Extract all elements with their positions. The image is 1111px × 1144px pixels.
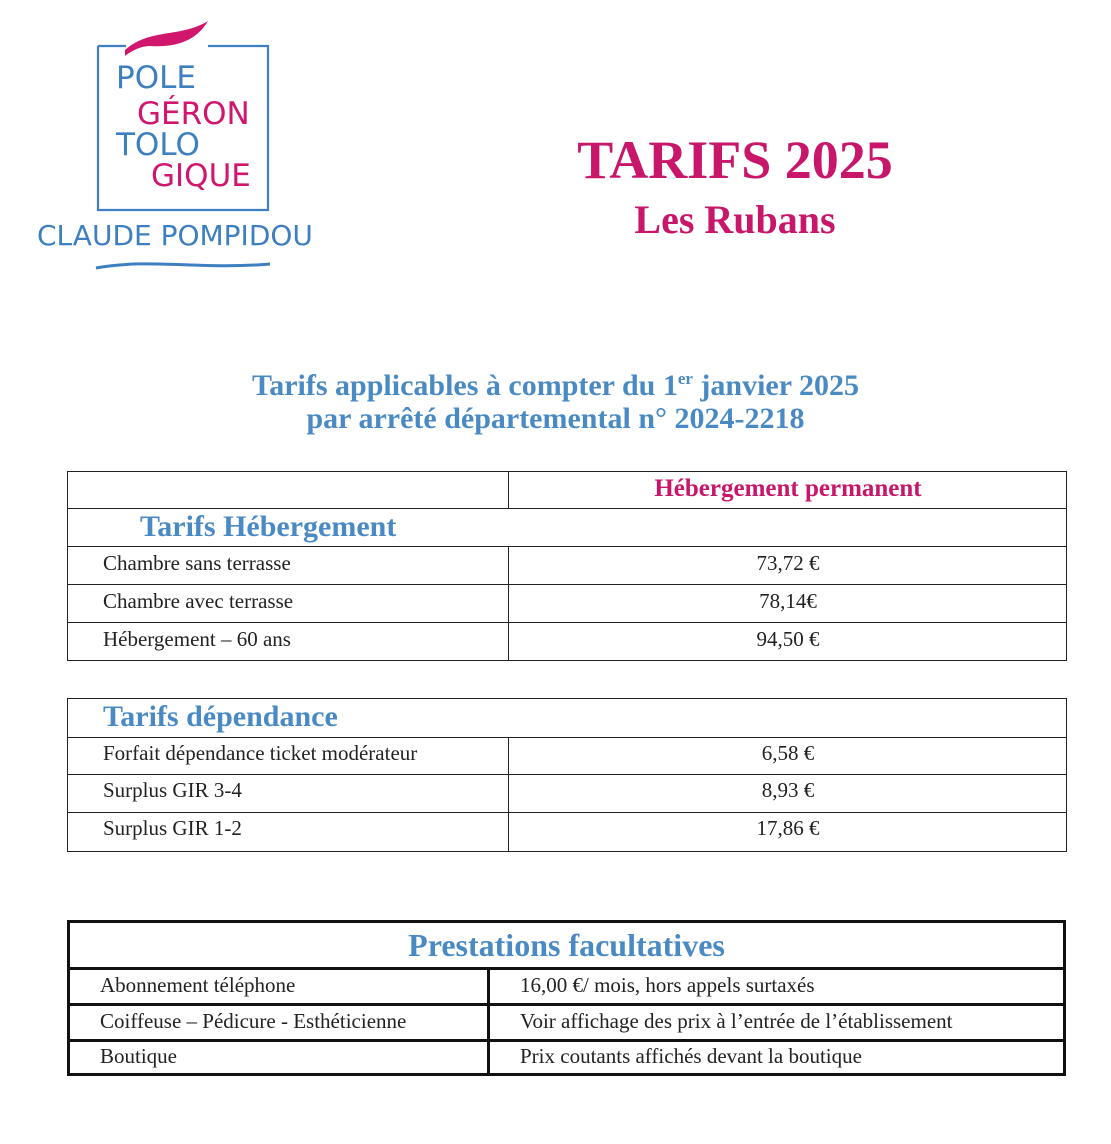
table-header-row — [67, 471, 1067, 508]
row-label: Chambre sans terrasse — [103, 551, 291, 575]
section-title: Prestations facultatives — [408, 927, 725, 963]
logo-name: CLAUDE POMPIDOU — [37, 219, 313, 252]
row-label: Abonnement téléphone — [100, 973, 296, 997]
intro-line-2: par arrêté départemental n° 2024-2218 — [306, 402, 805, 435]
row-label: Coiffeuse – Pédicure - Esthéticienne — [100, 1009, 407, 1033]
row-value: Prix coutants affichés devant la boutique — [520, 1044, 862, 1068]
row-value: 94,50 € — [756, 627, 820, 651]
row-label: Surplus GIR 1-2 — [103, 816, 242, 840]
row-value: 8,93 € — [761, 778, 815, 802]
column-divider — [487, 1042, 490, 1073]
table-row — [70, 1039, 1063, 1073]
table-row — [67, 774, 1067, 812]
logo-line-3: TOLO — [116, 127, 200, 163]
section-title-row — [67, 508, 1067, 546]
intro-superscript: er — [677, 369, 693, 388]
intro-text-before: Tarifs applicables à compter du 1 — [251, 369, 678, 402]
section-title-row — [67, 698, 1067, 737]
logo-line-4: GIQUE — [151, 158, 251, 194]
page-subtitle: Les Rubans — [634, 197, 836, 242]
prestations-table — [67, 920, 1066, 1076]
row-label: Surplus GIR 3-4 — [103, 778, 242, 802]
logo — [30, 18, 340, 278]
row-label: Forfait dépendance ticket modérateur — [103, 741, 418, 765]
table-row — [67, 737, 1067, 774]
row-label: Chambre avec terrasse — [103, 589, 294, 613]
row-value: 78,14€ — [759, 589, 817, 613]
table-row — [67, 546, 1067, 584]
intro-text-after: janvier 2025 — [692, 369, 860, 402]
logo-line-2: GÉRON — [137, 96, 250, 132]
row-value: Voir affichage des prix à l’entrée de l’établissement — [520, 1009, 953, 1033]
table-row — [70, 967, 1063, 1003]
section-title: Tarifs dépendance — [103, 700, 338, 733]
column-divider — [487, 970, 490, 1003]
section-title: Tarifs Hébergement — [140, 510, 397, 543]
column-divider — [487, 1006, 490, 1039]
table-row — [70, 1003, 1063, 1039]
logo-line-1: POLE — [116, 60, 196, 96]
page-title: TARIFS 2025 — [577, 130, 893, 190]
row-label: Hébergement – 60 ans — [103, 627, 291, 651]
intro-line-1 — [0, 360, 1111, 405]
row-value: 6,58 € — [761, 741, 815, 765]
row-value: 17,86 € — [756, 816, 820, 840]
column-header: Hébergement permanent — [654, 475, 922, 502]
row-label: Boutique — [100, 1044, 177, 1068]
table-row — [67, 584, 1067, 622]
table-row — [67, 622, 1067, 661]
row-value: 16,00 €/ mois, hors appels surtaxés — [520, 973, 815, 997]
table-row — [67, 812, 1067, 852]
row-value: 73,72 € — [756, 551, 820, 575]
